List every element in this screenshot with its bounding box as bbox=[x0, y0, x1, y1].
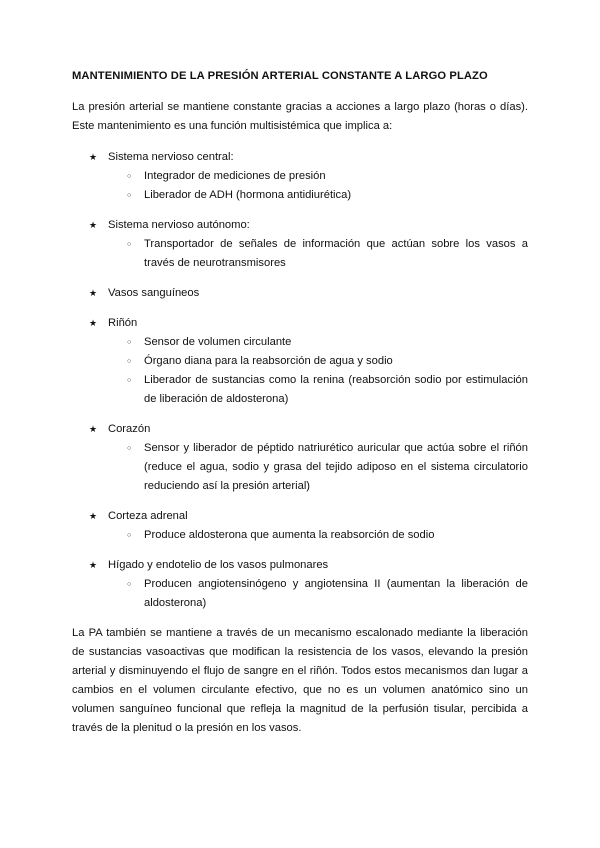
sub-list-item-text: Integrador de mediciones de presión bbox=[144, 170, 326, 182]
document-page bbox=[72, 70, 528, 750]
sub-list-item bbox=[108, 352, 528, 371]
intro-paragraph: La presión arterial se mantiene constante gracias a acciones a largo plazo (horas o días). Este mantenimiento es una función multisistémica que implica a: bbox=[72, 101, 528, 132]
sub-list-item-text: Transportador de señales de información que actúan sobre los vasos a través de neurotransmisores bbox=[144, 238, 528, 269]
star-bullet-icon: ★ bbox=[89, 511, 98, 521]
star-bullet-icon: ★ bbox=[89, 288, 98, 298]
list-item bbox=[72, 556, 528, 613]
sub-list-item-text: Produce aldosterona que aumenta la reabsorción de sodio bbox=[144, 529, 435, 541]
sub-list-item bbox=[108, 371, 528, 409]
star-bullet-icon: ★ bbox=[89, 560, 98, 570]
sub-list bbox=[108, 235, 528, 273]
organ-list bbox=[72, 148, 528, 613]
star-bullet-icon: ★ bbox=[89, 424, 98, 434]
list-item-label: Sistema nervioso central: bbox=[108, 151, 234, 163]
sub-list bbox=[108, 575, 528, 613]
sub-list-item-text: Liberador de ADH (hormona antidiurética) bbox=[144, 189, 352, 201]
closing-paragraph: La PA también se mantiene a través de un mecanismo escalonado mediante la liberación de sustancias vasoactivas que modifican la resistencia de los vasos, elevando la presión arterial y disminuyendo el flujo de sangre en el riñón. Todos estos mecanismos dan lugar a cambios en el volumen circulante efectivo, que no es un volumen anatómico sino un volumen sanguíneo funcional que refleja la magnitud de la perfusión tisular, percibida a través de la plenitud o la presión en los vasos. bbox=[72, 627, 528, 734]
sub-list-item-text: Producen angiotensinógeno y angiotensina II (aumentan la liberación de aldosterona) bbox=[144, 578, 528, 609]
list-item bbox=[72, 420, 528, 496]
sub-list bbox=[108, 526, 528, 545]
circle-bullet-icon: ○ bbox=[127, 445, 132, 452]
list-item-label: Hígado y endotelio de los vasos pulmonares bbox=[108, 559, 329, 571]
sub-list-item-text: Liberador de sustancias como la renina (reabsorción sodio por estimulación de liberación de aldosterona) bbox=[144, 374, 528, 405]
list-item-label: Vasos sanguíneos bbox=[108, 287, 200, 299]
list-item bbox=[72, 148, 528, 205]
star-bullet-icon: ★ bbox=[89, 220, 98, 230]
list-item bbox=[72, 314, 528, 409]
list-item-label: Riñón bbox=[108, 317, 138, 329]
list-item-label: Sistema nervioso autónomo: bbox=[108, 219, 250, 231]
sub-list-item bbox=[108, 186, 528, 205]
document-title: MANTENIMIENTO DE LA PRESIÓN ARTERIAL CONSTANTE A LARGO PLAZO bbox=[72, 70, 488, 82]
sub-list-item-text: Sensor y liberador de péptido natriurético auricular que actúa sobre el riñón (reduce el agua, sodio y grasa del tejido adiposo en el sistema circulatorio reduciendo así la presión arterial) bbox=[144, 442, 528, 492]
sub-list-item bbox=[108, 333, 528, 352]
sub-list-item-text: Sensor de volumen circulante bbox=[144, 336, 292, 348]
star-bullet-icon: ★ bbox=[89, 318, 98, 328]
sub-list-item bbox=[108, 167, 528, 186]
sub-list bbox=[108, 333, 528, 409]
sub-list bbox=[108, 167, 528, 205]
circle-bullet-icon: ○ bbox=[127, 192, 132, 199]
sub-list-item bbox=[108, 235, 528, 273]
list-item-label: Corteza adrenal bbox=[108, 510, 188, 522]
list-item bbox=[72, 507, 528, 545]
circle-bullet-icon: ○ bbox=[127, 377, 132, 384]
sub-list-item bbox=[108, 439, 528, 496]
list-item-label: Corazón bbox=[108, 423, 151, 435]
list-item bbox=[72, 216, 528, 273]
circle-bullet-icon: ○ bbox=[127, 173, 132, 180]
sub-list-item bbox=[108, 526, 528, 545]
sub-list-item bbox=[108, 575, 528, 613]
circle-bullet-icon: ○ bbox=[127, 581, 132, 588]
circle-bullet-icon: ○ bbox=[127, 532, 132, 539]
circle-bullet-icon: ○ bbox=[127, 339, 132, 346]
circle-bullet-icon: ○ bbox=[127, 241, 132, 248]
sub-list bbox=[108, 439, 528, 496]
list-item bbox=[72, 284, 528, 303]
star-bullet-icon: ★ bbox=[89, 152, 98, 162]
circle-bullet-icon: ○ bbox=[127, 358, 132, 365]
sub-list-item-text: Órgano diana para la reabsorción de agua y sodio bbox=[144, 355, 393, 367]
